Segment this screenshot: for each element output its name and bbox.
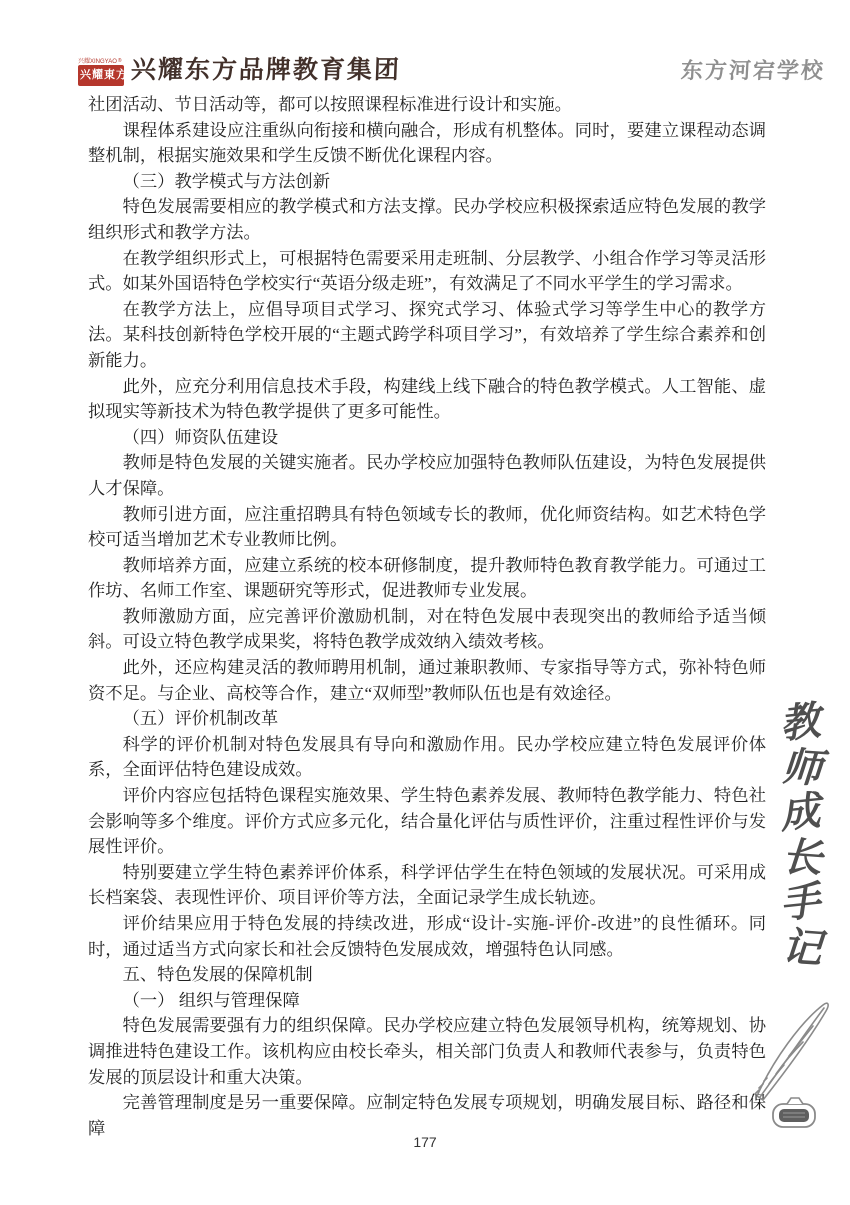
calligraphy-character: 师: [780, 742, 824, 793]
paragraph: 课程体系建设应注重纵向衔接和横向融合，形成有机整体。同时，要建立课程动态调整机制，根据实施效果和学生反馈不断优化课程内容。: [88, 120, 766, 166]
page-header: [78, 50, 825, 95]
paragraph: 特别要建立学生特色素养评价体系，科学评估学生在特色领域的发展状况。可采用成长档案袋、表现性评价、项目评价等方法，全面记录学生成长轨迹。: [88, 862, 766, 908]
paragraph: 此外，应充分利用信息技术手段，构建线上线下融合的特色教学模式。人工智能、虚拟现实等新技术为特色教学提供了更多可能性。: [88, 376, 766, 422]
calligraphy-character: 教: [777, 697, 823, 748]
paragraph: 教师激励方面，应完善评价激励机制，对在特色发展中表现突出的教师给予适当倾斜。可设立特色教学成果奖，将特色教学成效纳入绩效考核。: [88, 606, 766, 652]
paragraph: 教师引进方面，应注重招聘具有特色领域专长的教师，优化师资结构。如艺术特色学校可适当增加艺术专业教师比例。: [88, 504, 766, 550]
paragraph: （一） 组织与管理保障: [122, 990, 300, 1010]
paragraph: 评价结果应用于特色发展的持续改进，形成“设计-实施-评价-改进”的良性循环。同时，通过适当方式向家长和社会反馈特色发展成效，增强特色认同感。: [88, 914, 766, 959]
school-name: 东方河宕学校: [680, 58, 826, 83]
calligraphy-character: 记: [780, 922, 824, 973]
paragraph: 五、特色发展的保障机制: [122, 965, 313, 985]
paragraph: 社团活动、节日活动等，都可以按照课程标准进行设计和实施。: [88, 95, 572, 114]
paragraph: 评价内容应包括特色课程实施效果、学生特色素养发展、教师特色教学能力、特色社会影响等多个维度。评价方式应多元化，结合量化评估与质性评价，注重过程性评价与发展性评价。: [88, 786, 766, 857]
seal-body-text: 兴耀東方: [78, 65, 124, 86]
paragraph: 此外，还应构建灵活的教师聘用机制，通过兼职教师、专家指导等方式，弥补特色师资不足。与企业、高校等合作，建立“双师型”教师队伍也是有效途径。: [88, 658, 766, 703]
calligraphy-character: 成: [777, 787, 823, 838]
paragraph: （四）师资队伍建设: [122, 427, 279, 447]
paragraph: 完善管理制度是另一重要保障。应制定特色发展专项规划，明确发展目标、路径和保障: [88, 1093, 766, 1138]
paragraph: 在教学方法上，应倡导项目式学习、探究式学习、体验式学习等学生中心的教学方法。某科技创新特色学校开展的“主题式跨学科项目学习”，有效培养了学生综合素养和创新能力。: [88, 299, 766, 370]
paragraph: 特色发展需要相应的教学模式和方法支撑。民办学校应积极探索适应特色发展的教学组织形式和教学方法。: [88, 197, 766, 242]
page-number: 177: [413, 1134, 437, 1150]
seal-top-label: 兴耀XINGYAO: [78, 59, 117, 65]
brand-logo: [78, 50, 401, 86]
brand-name: 兴耀东方品牌教育集团: [130, 57, 402, 84]
registered-trademark-icon: ®: [117, 58, 122, 64]
calligraphy-character: 手: [777, 877, 823, 928]
paragraph: （三）教学模式与方法创新: [122, 171, 330, 191]
paragraph: 科学的评价机制对特色发展具有导向和激励作用。民办学校应建立特色发展评价体系，全面评估特色建设成效。: [88, 734, 766, 780]
brand-seal-icon: [78, 58, 128, 86]
margin-calligraphy: [775, 697, 825, 973]
calligraphy-character: 长: [780, 832, 824, 883]
document-body: [88, 92, 766, 1141]
paragraph: 教师培养方面，应建立系统的校本研修制度，提升教师特色教育教学能力。可通过工作坊、名师工作室、课题研究等形式，促进教师专业发展。: [88, 555, 766, 601]
paragraph: （五）评价机制改革: [122, 709, 279, 729]
paragraph: 在教学组织形式上，可根据特色需要采用走班制、分层教学、小组合作学习等灵活形式。如某外国语特色学校实行“英语分级走班”，有效满足了不同水平学生的学习需求。: [88, 248, 766, 294]
quill-ink-icon: [743, 998, 838, 1133]
paragraph: 教师是特色发展的关键实施者。民办学校应加强特色教师队伍建设，为特色发展提供人才保障。: [88, 453, 766, 498]
paragraph: 特色发展需要强有力的组织保障。民办学校应建立特色发展领导机构，统筹规划、协调推进特色建设工作。该机构应由校长牵头，相关部门负责人和教师代表参与，负责特色发展的顶层设计和重大决策。: [88, 1016, 766, 1087]
